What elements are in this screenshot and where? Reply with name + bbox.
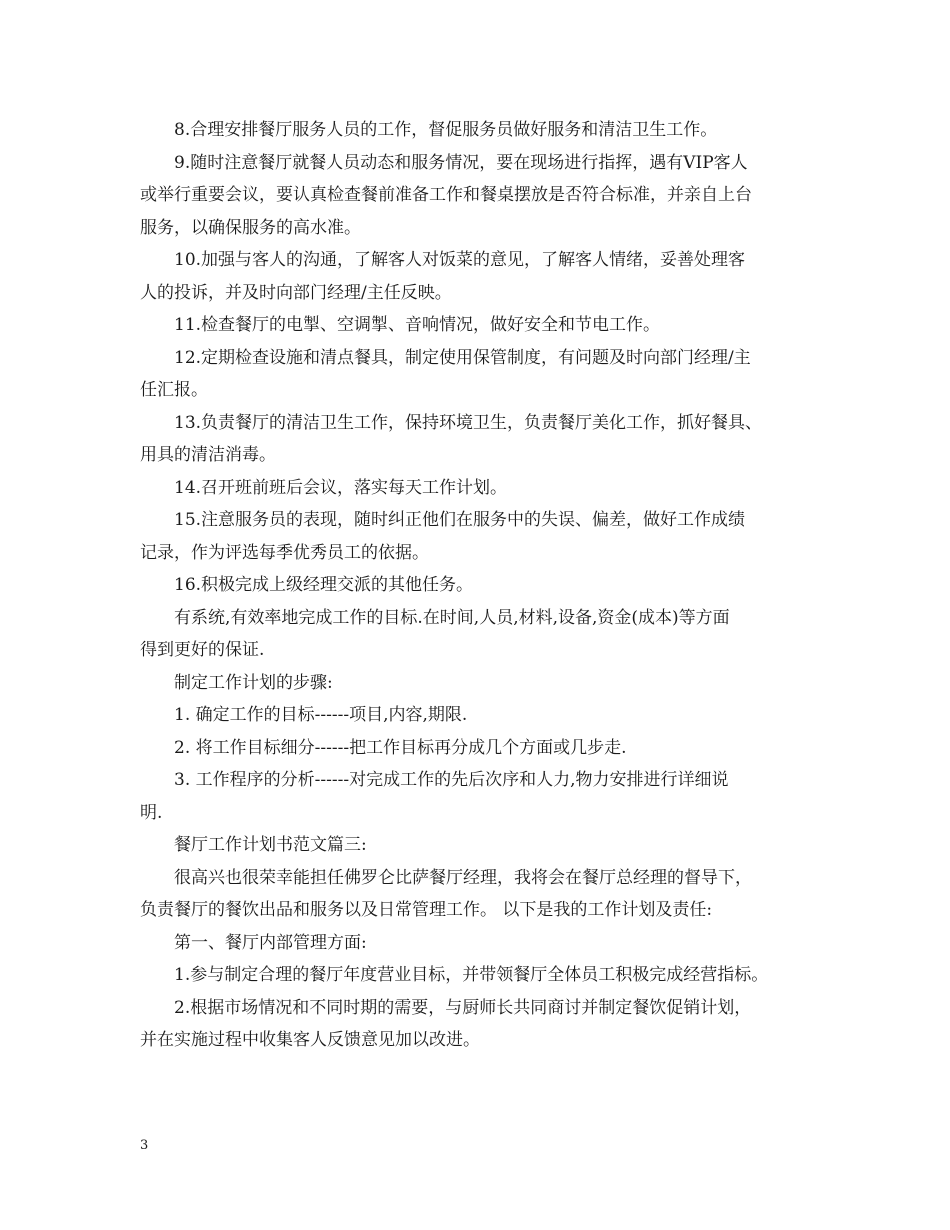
text-line: 9.随时注意餐厅就餐人员动态和服务情况，要在现场进行指挥，遇有VIP客人 — [174, 152, 748, 173]
text-line: 很高兴也很荣幸能担任佛罗仑比萨餐厅经理，我将会在餐厅总经理的督导下， — [174, 867, 752, 888]
text-line: 餐厅工作计划书范文篇三: — [174, 835, 367, 855]
text-line: 用具的清洁消毒。 — [140, 445, 276, 465]
text-line: 10.加强与客人的沟通，了解客人对饭菜的意见，了解客人情绪，妥善处理客 — [174, 250, 746, 270]
text-block — [140, 114, 820, 1057]
text-line: 1. 确定工作的目标------项目,内容,期限. — [174, 705, 468, 725]
text-line: 记录，作为评选每季优秀员工的依据。 — [140, 542, 429, 563]
text-line: 1.参与制定合理的餐厅年度营业目标，并带领餐厅全体员工积极完成经营指标。 — [174, 965, 769, 985]
text-line: 11.检查餐厅的电掣、空调掣、音响情况，做好安全和节电工作。 — [174, 315, 661, 335]
text-line: 第一、餐厅内部管理方面: — [174, 932, 367, 953]
text-line: 人的投诉，并及时向部门经理/主任反映。 — [140, 282, 452, 303]
text-line: 或举行重要会议，要认真检查餐前准备工作和餐桌摆放是否符合标准，并亲自上台 — [140, 185, 752, 205]
text-line: 2.根据市场情况和不同时期的需要，与厨师长共同商讨并制定餐饮促销计划， — [174, 997, 752, 1018]
text-line: 明. — [140, 802, 163, 823]
text-line: 2. 将工作目标细分------把工作目标再分成几个方面或几步走. — [174, 737, 627, 758]
text-line: 8.合理安排餐厅服务人员的工作，督促服务员做好服务和清洁卫生工作。 — [174, 120, 718, 140]
text-line: 3. 工作程序的分析------对完成工作的先后次序和人力,物力安排进行详细说 — [174, 770, 729, 790]
text-line: 并在实施过程中收集客人反馈意见加以改进。 — [140, 1030, 480, 1050]
text-line: 15.注意服务员的表现，随时纠正他们在服务中的失误、偏差，做好工作成绩 — [174, 510, 746, 530]
text-line: 16.积极完成上级经理交派的其他任务。 — [174, 575, 474, 595]
text-line: 13.负责餐厅的清洁卫生工作，保持环境卫生，负责餐厅美化工作，抓好餐具、 — [174, 412, 763, 433]
text-line: 得到更好的保证. — [140, 640, 265, 660]
text-line: 有系统,有效率地完成工作的目标.在时间,人员,材料,设备,资金(成本)等方面 — [174, 607, 730, 628]
text-line: 任汇报。 — [140, 380, 208, 400]
text-line: 制定工作计划的步骤: — [174, 672, 333, 693]
text-line: 负责餐厅的餐饮出品和服务以及日常管理工作。 以下是我的工作计划及责任: — [140, 900, 713, 920]
page-number: 3 — [140, 1138, 149, 1153]
text-line: 14.召开班前班后会议，落实每天工作计划。 — [174, 477, 508, 498]
text-line: 12.定期检查设施和清点餐具，制定使用保管制度，有问题及时向部门经理/主 — [174, 347, 751, 368]
document-body — [140, 114, 820, 1057]
text-line: 服务，以确保服务的高水准。 — [140, 217, 361, 238]
